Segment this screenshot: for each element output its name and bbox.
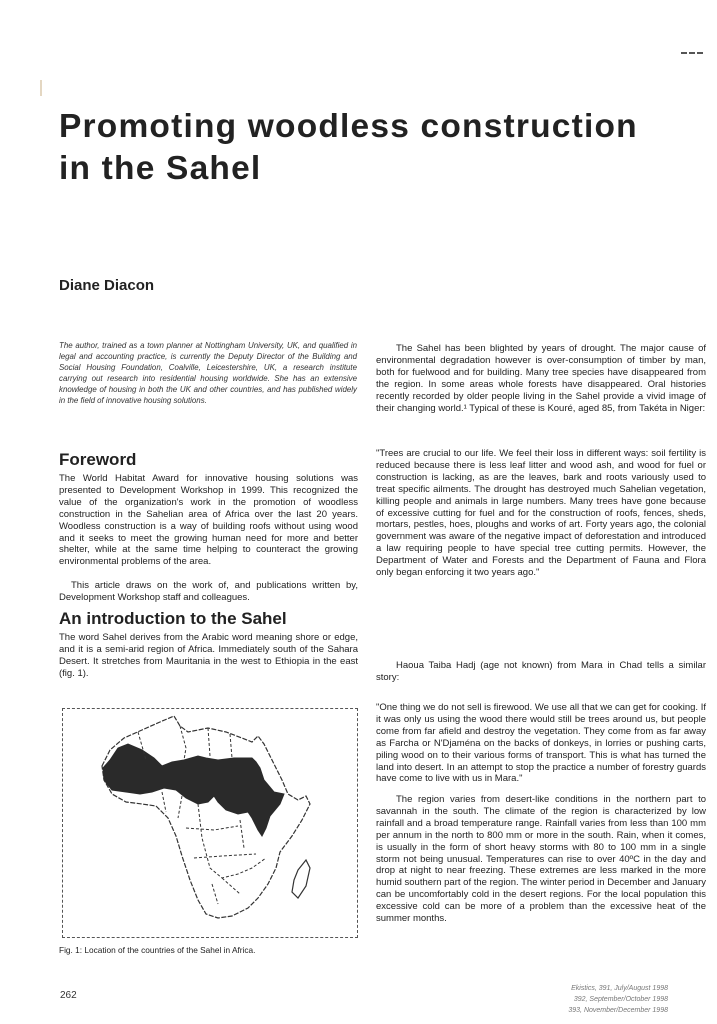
right-paragraph-2: Haoua Taiba Hadj (age not known) from Mara in Chad tells a similar story: xyxy=(376,660,706,683)
right-paragraph-3: The region varies from desert-like conditions in the northern part to savannah in the south. The climate of the region is characterized by low rainfall and a broad temperature range. Rainfall varies from less than 100 mm per annum in the north to 800 mm or more in the south. Rain, when it comes, is usually in the form of short heavy storms with 80 to 100 mm in a single storm not being unusual. Temperatures can rise to over 40ºC in the day and drop at night to near freezing. These extremes are less marked in the more humid southern part of the region. The winter period in December and January can be uncomfortably cold in the desert regions. For the local population this excessive cold can be more of a problem than the excessive heat of the summer months. xyxy=(376,794,706,925)
footer-line-2: 392, September/October 1998 xyxy=(573,996,668,1003)
figure-africa-map xyxy=(62,708,358,938)
introduction-heading: An introduction to the Sahel xyxy=(59,609,287,628)
foreword-heading: Foreword xyxy=(59,450,137,469)
article-title xyxy=(59,106,709,190)
figure-caption: Fig. 1: Location of the countries of the Sahel in Africa. xyxy=(59,945,256,955)
footer-line-1: Ekistics, 391, July/August 1998 xyxy=(571,985,668,992)
author-bio: The author, trained as a town planner at Nottingham University, UK, and qualified in legal and accounting practice, is currently the Deputy Director of the Building and Social Housing Foundation, Coalville, Leicestershire, UK, a research institute carrying out research into residential housing worldwide. She has an extensive knowledge of housing in both the UK and other countries, and has published widely in the field of innovative housing solutions. xyxy=(59,341,357,405)
right-paragraph-1: The Sahel has been blighted by years of drought. The major cause of environmental degradation however is over-consumption of timber by man, both for fuelwood and for building. Many tree species have disappeared from the region. In some areas whole forests have disappeared. Oral histories recently recorded by older people living in the Sahel provide a vivid image of their changing world.¹ Typical of these is Kouré, aged 85, from Takéta in Niger: xyxy=(376,343,706,414)
foreword-paragraph-2: This article draws on the work of, and publications written by, Development Workshop staff and colleagues. xyxy=(59,580,358,603)
journal-footer xyxy=(560,983,668,1016)
quote-koure: "Trees are crucial to our life. We feel their loss in different ways: soil fertility is reduced because there is less leaf litter and wood ash, and wood for fuel or construction is lacking, as are the leaves, bark and roots variously used to treat specific ailments. The drought has destroyed much Sahelian vegetation, killing people and animals in large numbers. Many trees have gone because of excessive cutting for fuel and for the construction of roofs, fences, sheds, mortars, pestles, hoes, ploughs and works of art. Forty years ago, the colonial government was aware of the negative impact of deforestation and introduced a law requiring people to have special tree cutting permits. However, the Department of Water and Forests and the Department of Fauna and Flora only began enforcing it two years ago." xyxy=(376,448,706,579)
page-number: 262 xyxy=(60,990,77,1001)
footer-line-3: 393, November/December 1998 xyxy=(568,1007,668,1014)
scan-dash-mark xyxy=(681,52,703,54)
scan-artifact-mark xyxy=(40,80,48,96)
quote-haoua: "One thing we do not sell is firewood. We use all that we can get for cooking. If it was only us using the wood there would still be trees around us, but people come from far afield and destroy the vegetation. They come from as far away as Farcha or N'Djaména on the backs of donkeys, in lorries or pushing carts, piling wood on to their various forms of transport. This is what has turned the land into desert. In an attempt to stop the practice a number of forestry guards have come to live with us in Mara." xyxy=(376,702,706,785)
title-line-2: in the Sahel xyxy=(59,150,262,187)
author-name: Diane Diacon xyxy=(59,277,155,294)
introduction-paragraph: The word Sahel derives from the Arabic word meaning shore or edge, and it is a semi-arid region of Africa. Immediately south of the Sahara Desert. It stretches from Mauritania in the west to Ethiopia in the east (fig. 1). xyxy=(59,632,358,679)
title-line-1: Promoting woodless construction xyxy=(59,108,638,145)
foreword-paragraph-1: The World Habitat Award for innovative housing solutions was presented to Development Workshop in 1999. This recognized the value of the organization's work in the promotion of woodless construction in the Sahelian area of Africa over the last 20 years. Woodless construction is a way of building roofs without using wood and it seeks to meet the growing human need for more and better shelter, while at the same time helping to counteract the growing environmental problems of the area. xyxy=(59,473,358,568)
africa-map-icon xyxy=(62,708,358,938)
